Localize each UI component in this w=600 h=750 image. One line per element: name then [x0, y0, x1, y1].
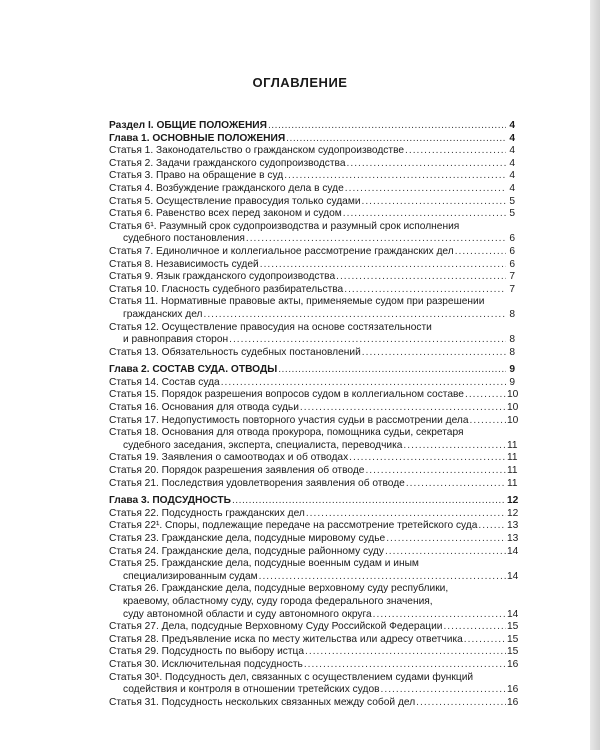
- dot-leader: [221, 377, 506, 390]
- toc-page-number: 16: [507, 696, 519, 708]
- toc-entry-title: содействия и контроля в отношении третейских судов: [123, 684, 380, 696]
- dot-leader: [246, 233, 506, 246]
- toc-entry-title: Статья 4. Возбуждение гражданского дела в суде: [109, 182, 344, 194]
- toc-entry[interactable]: [109, 389, 519, 402]
- toc-entry-title: Статья 23. Гражданские дела, подсудные мировому судье: [109, 533, 386, 544]
- toc-entry[interactable]: [109, 452, 518, 465]
- toc-entry[interactable]: [109, 271, 515, 284]
- dot-leader: [344, 284, 506, 297]
- toc-page-number: 16: [507, 684, 519, 696]
- toc-entry-line: Статья 6¹. Разумный срок судопроизводства и разумный срок исполнения: [109, 220, 460, 232]
- toc-entry-line: Статья 11. Нормативные правовые акты, применяемые судом при разрешении: [109, 296, 485, 308]
- toc-entry[interactable]: [109, 296, 515, 321]
- dot-leader: [343, 208, 506, 221]
- toc-page-number: 11: [507, 477, 518, 489]
- dot-leader: [268, 120, 506, 133]
- toc-heading[interactable]: [109, 133, 515, 146]
- toc-entry-title: Статья 6. Равенство всех перед законом и судом: [109, 208, 342, 220]
- dot-leader: [478, 520, 506, 533]
- toc-page-number: 14: [507, 545, 519, 557]
- toc-page-number: 12: [507, 507, 519, 519]
- dot-leader: [229, 334, 506, 347]
- toc-entry[interactable]: [109, 158, 515, 171]
- dot-leader: [443, 621, 506, 634]
- toc-entry[interactable]: [109, 477, 518, 491]
- toc-page-number: 15: [507, 646, 519, 658]
- toc-entry-title: Статья 16. Основания для отвода судьи: [109, 402, 299, 414]
- toc-entry[interactable]: [109, 427, 518, 452]
- dot-leader: [284, 170, 506, 183]
- toc-entry-title: Статья 17. Недопустимость повторного участия судьи в рассмотрении дела: [109, 414, 469, 426]
- dot-leader: [304, 659, 506, 672]
- dot-leader: [464, 634, 506, 647]
- toc-page-number: 4: [509, 170, 515, 182]
- toc-group: [109, 364, 519, 490]
- table-of-contents: [109, 120, 519, 709]
- dot-leader: [385, 546, 506, 559]
- dot-leader: [278, 364, 506, 377]
- dot-leader: [373, 609, 506, 622]
- toc-entry-title: суду автономной области и суду автономного округа: [123, 608, 372, 620]
- toc-page-number: 4: [509, 182, 515, 194]
- toc-page-number: 6: [509, 245, 515, 257]
- toc-entry-line: Статья 12. Осуществление правосудия на основе состязательности: [109, 321, 432, 333]
- dot-leader: [406, 478, 506, 491]
- toc-entry[interactable]: [109, 646, 519, 659]
- toc-page-number: 7: [509, 271, 515, 283]
- toc-heading[interactable]: [109, 120, 515, 133]
- toc-group: [109, 495, 519, 709]
- toc-heading[interactable]: [109, 495, 519, 508]
- toc-entry[interactable]: [109, 259, 515, 272]
- toc-entry-title: Статья 22. Подсудность гражданских дел: [109, 507, 305, 519]
- dot-leader: [345, 183, 506, 196]
- toc-entry-title: и равноправия сторон: [123, 334, 229, 346]
- toc-entry-title: Статья 7. Единоличное и коллегиальное рассмотрение гражданских дел: [109, 245, 454, 257]
- toc-page-number: 14: [507, 608, 519, 620]
- toc-entry[interactable]: [109, 284, 515, 297]
- toc-entry[interactable]: [109, 208, 515, 221]
- toc-page-number: 4: [509, 120, 515, 131]
- toc-page-number: 13: [507, 533, 519, 544]
- toc-entry[interactable]: [109, 377, 515, 390]
- toc-entry-title: Статья 21. Последствия удовлетворения заявления об отводе: [109, 477, 405, 489]
- toc-entry[interactable]: [109, 671, 519, 697]
- toc-page-number: 13: [507, 520, 519, 532]
- toc-entry[interactable]: [109, 347, 515, 360]
- toc-entry[interactable]: [109, 414, 519, 428]
- toc-entry-title: Статья 30. Исключительная подсудность: [109, 658, 303, 670]
- toc-entry-title: судебного постановления: [123, 233, 245, 245]
- toc-entry-title: Глава 1. ОСНОВНЫЕ ПОЛОЖЕНИЯ: [109, 132, 286, 144]
- toc-entry[interactable]: [109, 583, 519, 621]
- toc-entry-title: Статья 15. Порядок разрешения вопросов судом в коллегиальном составе: [109, 389, 464, 401]
- page-edge-shadow: [590, 0, 600, 750]
- toc-entry-title: гражданских дел: [123, 308, 203, 320]
- toc-entry-line: Статья 18. Основания для отвода прокурора, помощника судьи, секретаря: [109, 427, 464, 439]
- toc-entry-title: Статья 29. Подсудность по выбору истца: [109, 646, 305, 658]
- toc-page-number: 9: [509, 376, 515, 388]
- toc-page-number: 10: [507, 402, 519, 414]
- dot-leader: [260, 259, 506, 272]
- toc-entry[interactable]: [109, 507, 519, 521]
- toc-entry[interactable]: [109, 621, 519, 634]
- toc-entry[interactable]: [109, 170, 515, 183]
- dot-leader: [259, 571, 506, 584]
- toc-entry[interactable]: [109, 633, 519, 647]
- toc-page-number: 7: [509, 283, 515, 295]
- dot-leader: [381, 684, 506, 697]
- toc-entry-title: Статья 13. Обязательность судебных постановлений: [109, 346, 361, 358]
- toc-entry-title: Статья 2. Задачи гражданского судопроизводства: [109, 157, 346, 169]
- toc-entry-title: Статья 24. Гражданские дела, подсудные районному суду: [109, 545, 384, 557]
- toc-entry-title: Статья 27. Дела, подсудные Верховному Суду Российской Федерации: [109, 621, 443, 633]
- toc-page-number: 8: [509, 308, 515, 320]
- toc-entry-line: Статья 30¹. Подсудность дел, связанных с осуществлением судами функций: [109, 671, 474, 683]
- dot-leader: [386, 533, 506, 546]
- toc-page-number: 8: [509, 334, 515, 346]
- toc-entry-title: Глава 3. ПОДСУДНОСТЬ: [109, 495, 231, 507]
- toc-entry[interactable]: [109, 183, 515, 196]
- toc-page-number: 16: [507, 658, 519, 670]
- toc-entry[interactable]: [109, 221, 515, 246]
- dot-leader: [286, 133, 506, 146]
- toc-page-number: 12: [507, 495, 519, 507]
- dot-leader: [416, 697, 506, 710]
- toc-page-number: 15: [507, 633, 519, 645]
- toc-entry-title: специализированным судам: [123, 570, 258, 582]
- dot-leader: [403, 440, 506, 453]
- toc-entry[interactable]: [109, 520, 519, 533]
- toc-entry[interactable]: [109, 658, 519, 672]
- toc-entry[interactable]: [109, 558, 519, 583]
- dot-leader: [203, 309, 506, 322]
- dot-leader: [336, 271, 506, 284]
- toc-heading[interactable]: [109, 364, 515, 377]
- toc-page-number: 10: [507, 414, 519, 426]
- toc-page-number: 11: [507, 439, 518, 451]
- dot-leader: [305, 646, 506, 659]
- dot-leader: [362, 196, 506, 209]
- toc-page-number: 9: [509, 364, 515, 376]
- toc-page-number: 5: [509, 195, 515, 207]
- dot-leader: [232, 495, 506, 508]
- toc-entry-title: Глава 2. СОСТАВ СУДА. ОТВОДЫ: [109, 364, 278, 376]
- toc-entry[interactable]: [109, 246, 515, 259]
- toc-entry-title: Статья 9. Язык гражданского судопроизводства: [109, 271, 336, 283]
- toc-page-number: 4: [509, 157, 515, 169]
- toc-page-number: 10: [507, 389, 519, 401]
- toc-page-number: 8: [509, 346, 515, 358]
- toc-entry-title: Статья 28. Предъявление иска по месту жительства или адресу ответчика: [109, 633, 463, 645]
- toc-entry-title: Раздел I. ОБЩИЕ ПОЛОЖЕНИЯ: [109, 120, 267, 131]
- dot-leader: [365, 465, 506, 478]
- dot-leader: [362, 347, 506, 360]
- toc-entry[interactable]: [109, 545, 519, 559]
- dot-leader: [349, 452, 506, 465]
- dot-leader: [347, 158, 506, 171]
- toc-entry[interactable]: [109, 196, 515, 209]
- toc-entry[interactable]: [109, 696, 519, 710]
- toc-entry-title: Статья 1. Законодательство о гражданском судопроизводстве: [109, 145, 405, 157]
- toc-entry[interactable]: [109, 465, 518, 478]
- dot-leader: [465, 389, 506, 402]
- toc-entry[interactable]: [109, 322, 515, 347]
- toc-entry[interactable]: [109, 402, 519, 415]
- toc-entry-title: Статья 10. Гласность судебного разбирательства: [109, 283, 344, 295]
- toc-entry-title: Статья 3. Право на обращение в суд: [109, 170, 284, 182]
- toc-entry-line: Статья 26. Гражданские дела, подсудные верховному суду республики,: [109, 583, 449, 595]
- toc-page-number: 14: [507, 570, 519, 582]
- toc-entry[interactable]: [109, 145, 515, 158]
- toc-entry-title: Статья 5. Осуществление правосудия только судами: [109, 195, 361, 207]
- toc-entry-title: Статья 31. Подсудность нескольких связанных между собой дел: [109, 696, 416, 708]
- toc-entry-line: Статья 25. Гражданские дела, подсудные военным судам и иным: [109, 558, 419, 570]
- toc-group: [109, 120, 515, 359]
- toc-entry-title: Статья 20. Порядок разрешения заявления об отводе: [109, 465, 365, 477]
- dot-leader: [455, 246, 506, 259]
- toc-entry-title: Статья 22¹. Споры, подлежащие передаче на рассмотрение третейского суда: [109, 520, 478, 532]
- toc-entry-title: судебного заседания, эксперта, специалиста, переводчика: [123, 439, 403, 451]
- toc-entry-title: Статья 19. Заявления о самоотводах и об отводах: [109, 452, 349, 464]
- toc-entry[interactable]: [109, 533, 519, 546]
- dot-leader: [306, 508, 506, 521]
- dot-leader: [300, 402, 506, 415]
- toc-page-number: 11: [507, 465, 518, 477]
- toc-entry-line: краевому, областному суду, суду города федерального значения,: [123, 595, 433, 607]
- toc-page-number: 4: [509, 132, 515, 144]
- toc-page-number: 6: [509, 233, 515, 245]
- toc-page-number: 15: [507, 621, 519, 633]
- toc-page-number: 4: [509, 145, 515, 157]
- dot-leader: [405, 145, 506, 158]
- toc-page-number: 6: [509, 258, 515, 270]
- page-title: ОГЛАВЛЕНИЕ: [252, 75, 348, 90]
- toc-page-number: 11: [507, 452, 518, 464]
- dot-leader: [470, 415, 506, 428]
- toc-page-number: 5: [509, 208, 515, 220]
- toc-entry-title: Статья 8. Независимость судей: [109, 258, 259, 270]
- toc-entry-title: Статья 14. Состав суда: [109, 376, 220, 388]
